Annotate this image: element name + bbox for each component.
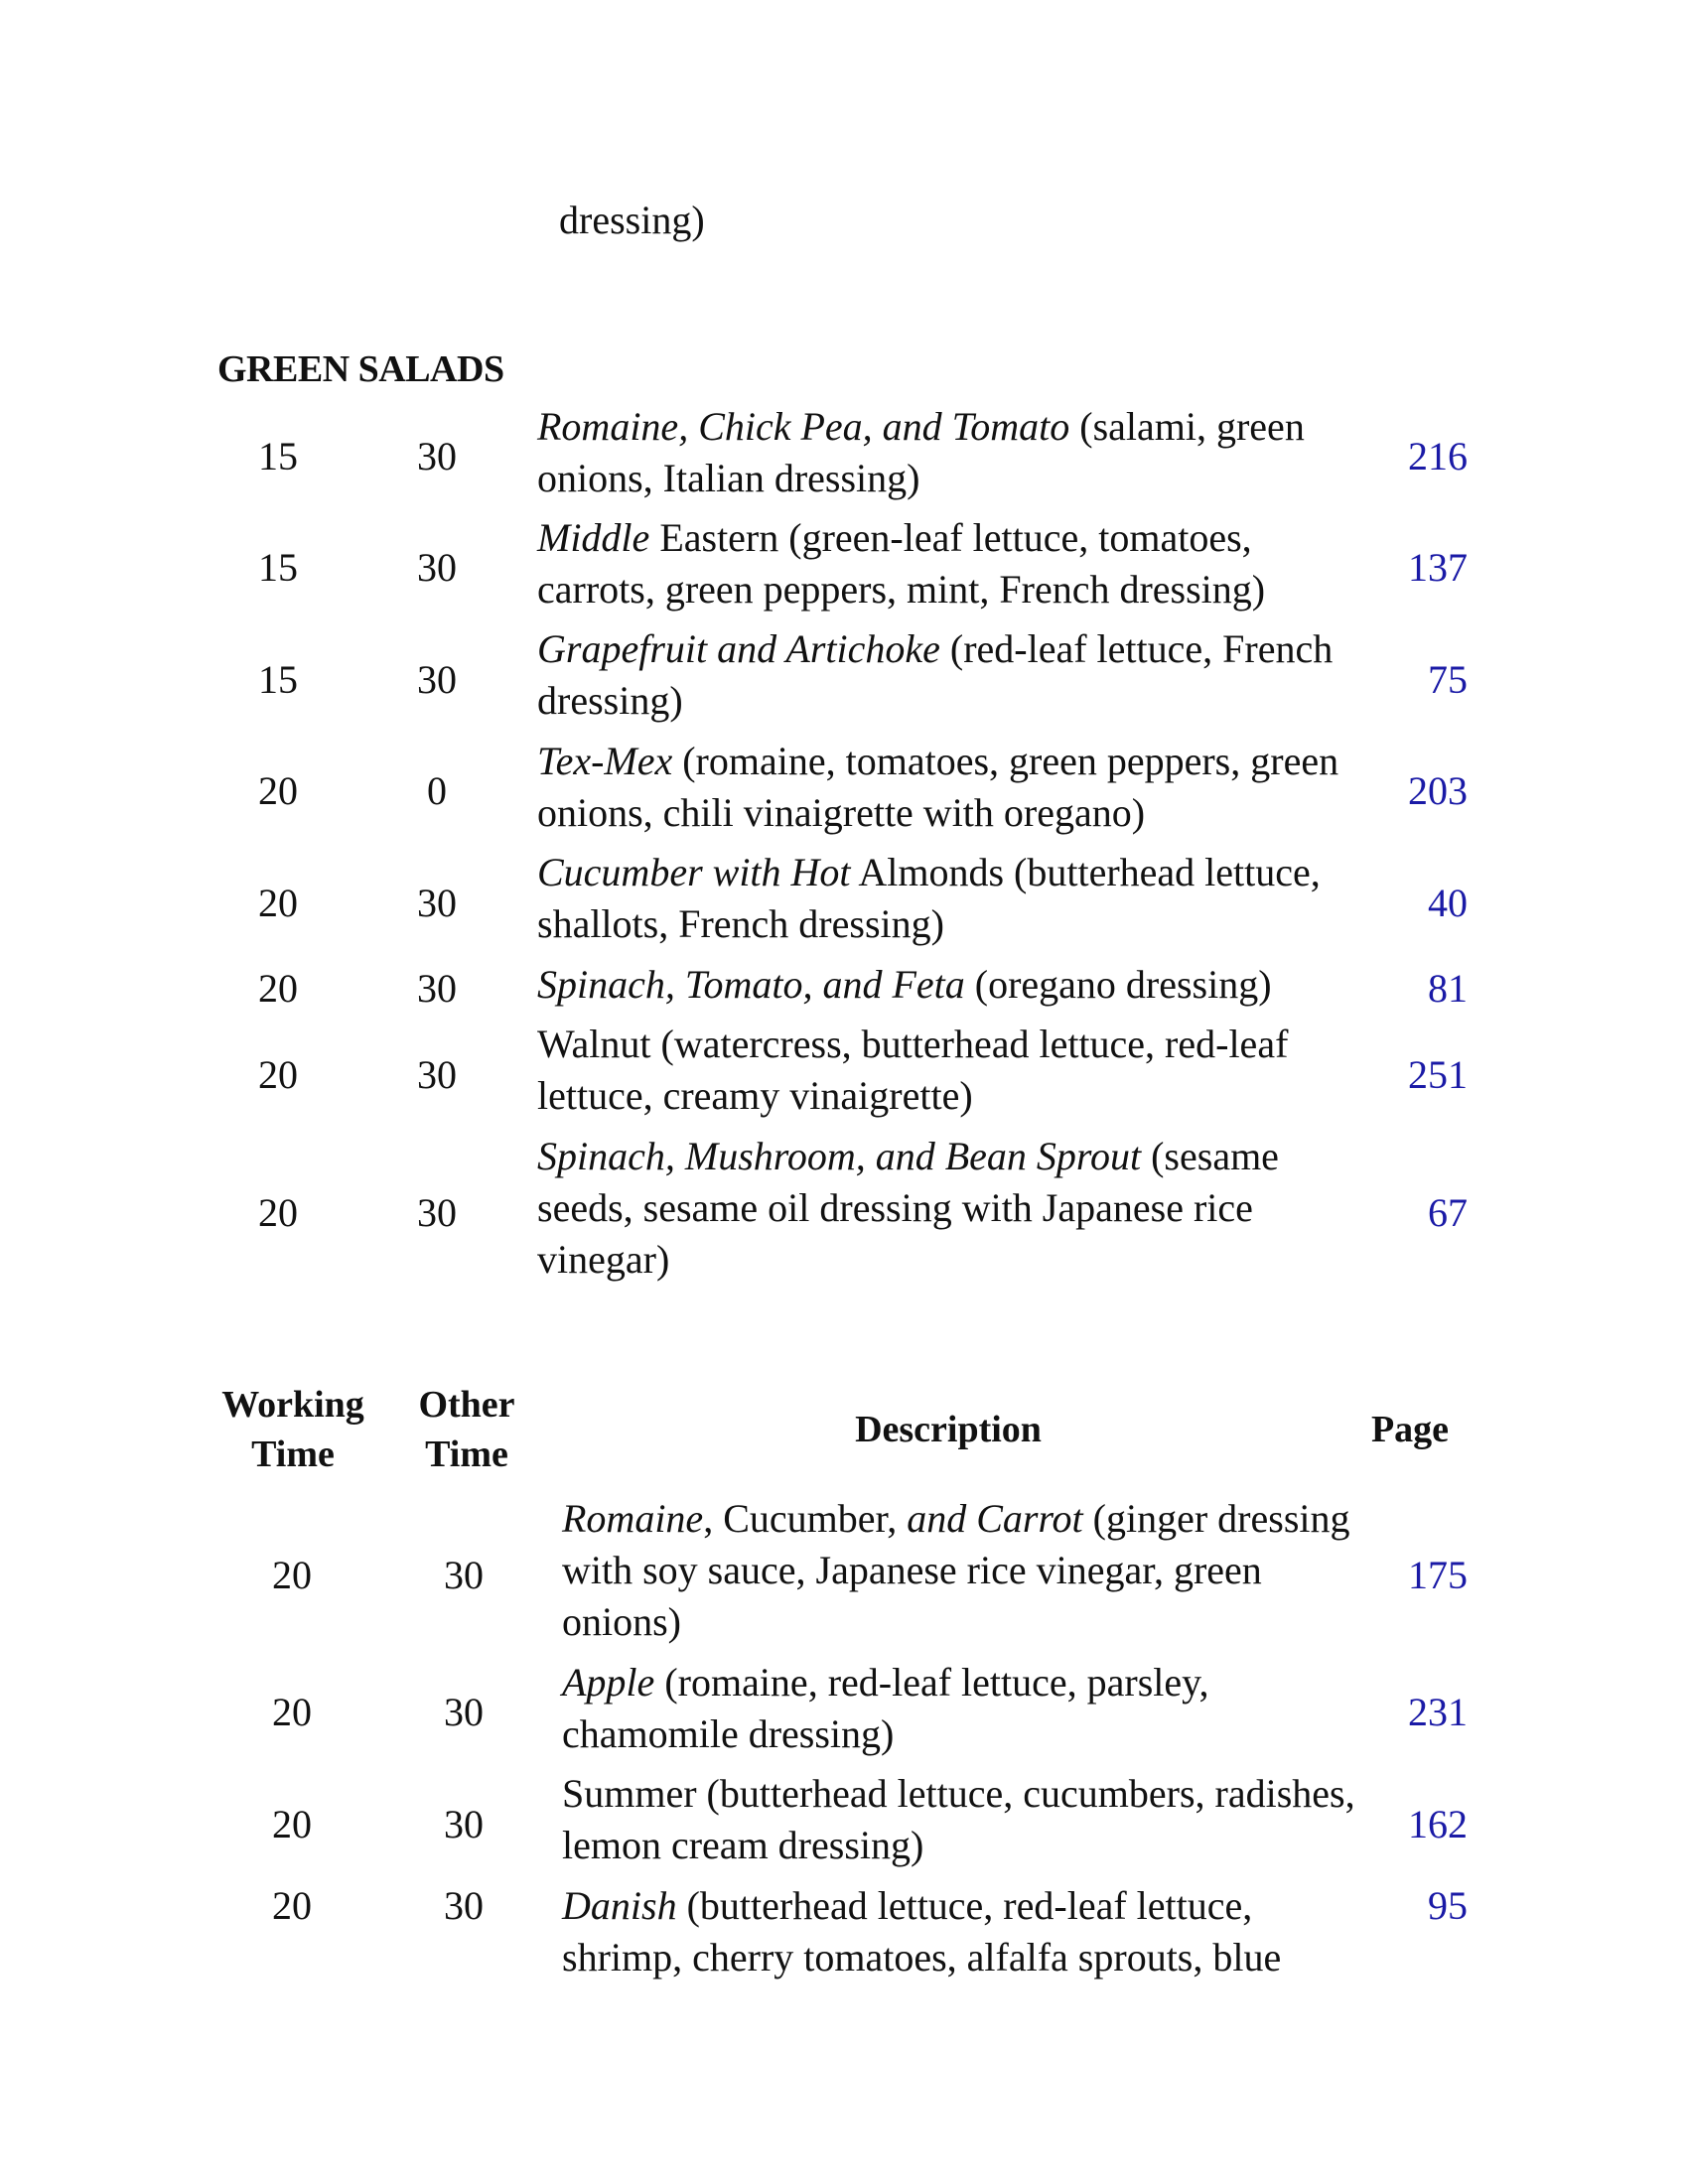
description-cell — [537, 959, 1356, 1011]
table-header — [0, 1380, 1688, 1489]
working-time-cell: 15 — [258, 434, 298, 478]
table-row — [0, 1493, 1688, 1657]
table-row — [0, 623, 1688, 736]
table-row — [0, 959, 1688, 1019]
page-link[interactable]: 40 — [1428, 880, 1468, 925]
dish-details: , Cucumber, — [703, 1496, 908, 1541]
table-row — [0, 1131, 1688, 1295]
description-cell — [537, 512, 1356, 615]
dish-name: Romaine — [562, 1496, 704, 1541]
dish-details: (romaine, red-leaf lettuce, parsley, chamomile dressing) — [562, 1660, 1209, 1756]
dish-name: Cucumber with Hot — [537, 850, 851, 894]
description-cell — [537, 847, 1356, 950]
dish-details: (salami, green onions, Italian dressing) — [537, 404, 1305, 500]
page-link[interactable]: 203 — [1408, 768, 1468, 813]
page-link[interactable]: 162 — [1408, 1801, 1468, 1846]
other-time-cell: 30 — [417, 966, 457, 1011]
other-time-cell: 30 — [444, 1552, 484, 1597]
working-time-cell: 15 — [258, 656, 298, 702]
other-time-cell: 30 — [417, 434, 457, 478]
working-time-cell: 20 — [258, 966, 298, 1011]
description-cell — [562, 1657, 1356, 1760]
other-time-cell: 0 — [427, 768, 447, 813]
description-cell — [537, 736, 1356, 839]
description-cell — [537, 1131, 1356, 1286]
dish-details: (oregano dressing) — [964, 962, 1272, 1007]
description-cell — [562, 1768, 1356, 1871]
table-row — [0, 1880, 1688, 1991]
dish-details: Eastern (green-leaf lettuce, tomatoes, carrots, green peppers, mint, French dressing) — [537, 515, 1266, 612]
description-cell — [562, 1880, 1356, 1983]
dish-name: Spinach, Mushroom, and Bean Sprout — [537, 1134, 1142, 1178]
page-link[interactable]: 67 — [1428, 1189, 1468, 1235]
header-page: Page — [1370, 1409, 1450, 1450]
working-time-cell: 20 — [272, 1552, 312, 1597]
other-time-cell: 30 — [444, 1690, 484, 1734]
dish-name: Romaine, Chick Pea, and Tomato — [537, 404, 1070, 449]
other-time-cell: 30 — [417, 1051, 457, 1097]
working-time-cell: 20 — [258, 880, 298, 925]
green-salads-table — [0, 401, 1688, 1295]
page-link[interactable]: 95 — [1428, 1883, 1468, 1928]
table-row — [0, 736, 1688, 847]
other-time-cell: 30 — [444, 1883, 484, 1928]
working-time-cell: 20 — [258, 1051, 298, 1097]
dish-name: Middle — [537, 515, 650, 560]
dish-details: Summer (butterhead lettuce, cucumbers, radishes, lemon cream dressing) — [562, 1771, 1355, 1867]
dish-name-part: and Carrot — [907, 1496, 1083, 1541]
working-time-cell: 20 — [258, 768, 298, 813]
page-link[interactable]: 216 — [1408, 434, 1468, 478]
working-time-cell: 20 — [258, 1189, 298, 1235]
page-link[interactable]: 175 — [1408, 1552, 1468, 1597]
table-row — [0, 401, 1688, 512]
table-row — [0, 1657, 1688, 1768]
description-cell — [562, 1493, 1356, 1648]
dish-details: (butterhead lettuce, red-leaf lettuce, shrimp, cherry tomatoes, alfalfa sprouts, blue — [562, 1883, 1282, 1979]
working-time-cell: 20 — [272, 1883, 312, 1928]
table-row — [0, 512, 1688, 623]
dish-name: Tex-Mex — [537, 739, 673, 783]
header-description: Description — [855, 1409, 1042, 1450]
dish-details-part: (ginger dressing with soy sauce, Japanese rice vinegar, green onions) — [562, 1496, 1350, 1644]
salads-table-continued — [0, 1380, 1688, 1991]
dish-details: Almonds (butterhead lettuce, shallots, French dressing) — [537, 850, 1321, 946]
header-other-time: Other Time — [418, 1384, 515, 1475]
dish-name: Grapefruit and Artichoke — [537, 626, 940, 671]
section-heading-green-salads: GREEN SALADS — [217, 348, 504, 390]
dish-name: Spinach, Tomato, and Feta — [537, 962, 965, 1007]
description-cell — [537, 401, 1356, 504]
header-working-time: Working Time — [221, 1384, 364, 1475]
page-link[interactable]: 251 — [1408, 1051, 1468, 1097]
continuation-text: dressing) — [559, 198, 705, 242]
table-row — [0, 847, 1688, 959]
other-time-cell: 30 — [417, 656, 457, 702]
dish-name: Danish — [562, 1883, 677, 1928]
other-time-cell: 30 — [417, 1189, 457, 1235]
other-time-cell: 30 — [417, 545, 457, 590]
other-time-cell: 30 — [444, 1801, 484, 1846]
dish-name: Apple — [562, 1660, 655, 1705]
dish-details: (romaine, tomatoes, green peppers, green onions, chili vinaigrette with oregano) — [537, 739, 1339, 835]
page-link[interactable]: 81 — [1428, 966, 1468, 1011]
page-link[interactable]: 231 — [1408, 1690, 1468, 1734]
working-time-cell: 20 — [272, 1801, 312, 1846]
description-cell — [537, 623, 1356, 727]
table-row — [0, 1019, 1688, 1131]
dish-details: (sesame seeds, sesame oil dressing with Japanese rice vinegar) — [537, 1134, 1279, 1282]
table-row — [0, 1768, 1688, 1880]
working-time-cell: 15 — [258, 545, 298, 590]
dish-details: Walnut (watercress, butterhead lettuce, red-leaf lettuce, creamy vinaigrette) — [537, 1022, 1289, 1118]
other-time-cell: 30 — [417, 880, 457, 925]
working-time-cell: 20 — [272, 1690, 312, 1734]
page-link[interactable]: 75 — [1428, 656, 1468, 702]
dish-details: (red-leaf lettuce, French dressing) — [537, 626, 1334, 723]
page-link[interactable]: 137 — [1408, 545, 1468, 590]
description-cell — [537, 1019, 1356, 1122]
